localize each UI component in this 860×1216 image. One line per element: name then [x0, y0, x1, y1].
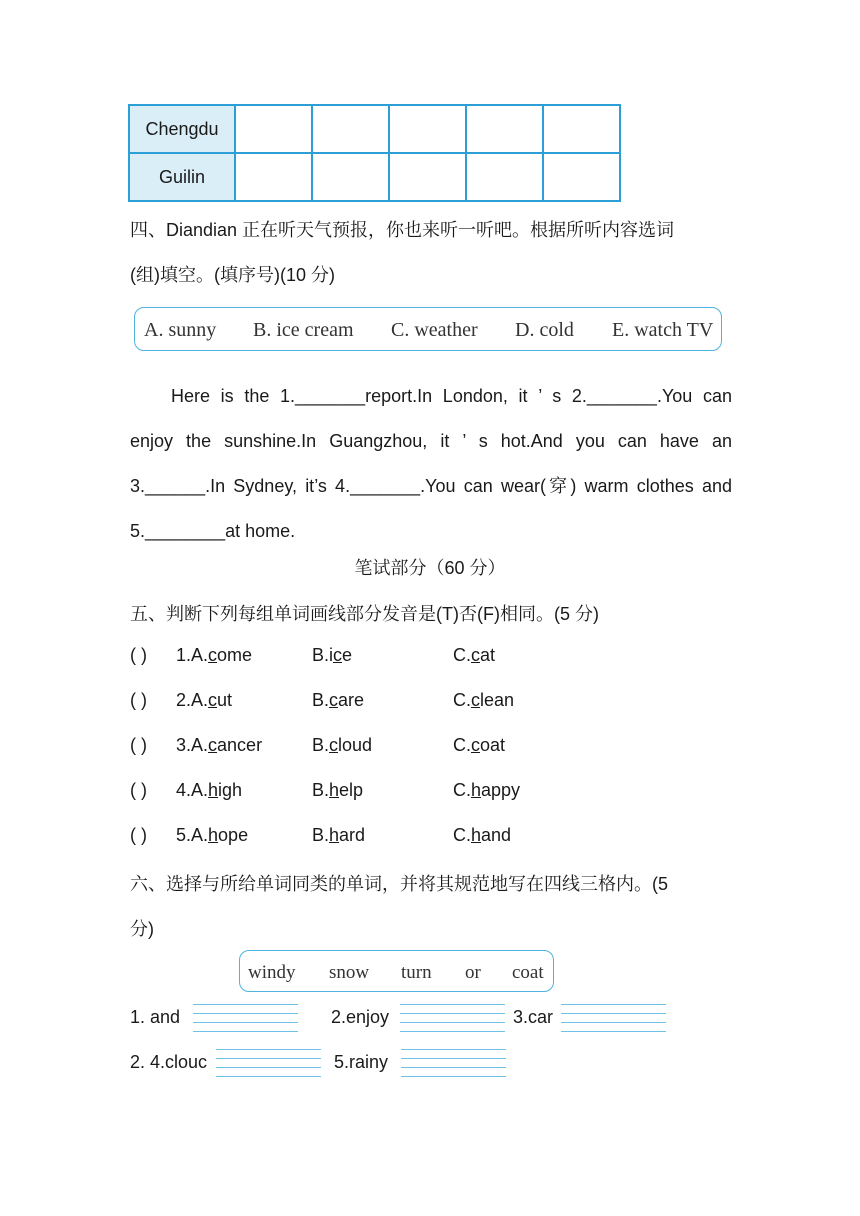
option-label: 1.A. [176, 645, 209, 665]
option-a-word [176, 735, 262, 756]
writing-lines[interactable] [561, 1004, 666, 1032]
option-label: 5.A. [176, 825, 209, 845]
section6-title-cont: 分) [130, 919, 154, 939]
table-row [129, 153, 620, 201]
passage-line: 5.________at home. [130, 521, 296, 541]
empty-cell [466, 153, 543, 201]
answer-blank [130, 690, 147, 711]
option-b: B. ice cream [253, 319, 354, 341]
word-rest: igh [218, 780, 243, 800]
word-rest: appy [481, 780, 521, 800]
answer-blank [130, 645, 147, 666]
option-label: C. [453, 645, 471, 665]
passage-line: Here is the 1._______report.In London, it ’ s 2._______.You can [171, 386, 732, 406]
word-rest: elp [339, 780, 364, 800]
word-bank-box-2 [239, 950, 554, 992]
word-rest: ard [339, 825, 366, 845]
answer-blank: ( ) [130, 735, 147, 755]
option-c-word [453, 735, 505, 756]
underlined-letter: c [471, 645, 480, 665]
answer-blank: ( ) [130, 690, 147, 710]
prompt-word: 2.enjoy [331, 1007, 390, 1027]
written-part-heading: 笔试部分（60 分） [354, 558, 506, 578]
option-a-word [176, 645, 252, 666]
option-a: A. sunny [144, 319, 217, 341]
underlined-letter: c [329, 735, 339, 755]
option-c-word [453, 780, 520, 801]
empty-cell [466, 105, 543, 153]
option-word: windy [248, 962, 296, 983]
underlined-letter: c [208, 735, 218, 755]
option-b-word [312, 690, 364, 711]
word-rest: and [481, 825, 512, 845]
option-b-word [312, 735, 372, 756]
passage-line: enjoy the sunshine.In Guangzhou, it ’ s hot.And you can have an [130, 431, 732, 451]
option-label: C. [453, 825, 471, 845]
empty-cell [543, 105, 620, 153]
option-label: B. [312, 690, 330, 710]
answer-blank: ( ) [130, 825, 147, 845]
option-a-word [176, 825, 248, 846]
option-label: C. [453, 735, 471, 755]
empty-cell [312, 105, 389, 153]
answer-blank [130, 825, 147, 846]
option-a-word [176, 780, 242, 801]
underlined-letter: c [208, 690, 218, 710]
prompt-word: 5.rainy [334, 1052, 389, 1072]
word-rest: loud [338, 735, 373, 755]
word-bank-box [134, 307, 722, 351]
weather-table [128, 104, 621, 202]
option-c-word [453, 645, 495, 666]
option-label: B. [312, 645, 330, 665]
empty-cell [389, 153, 466, 201]
underlined-letter: h [208, 780, 219, 800]
underlined-letter: h [329, 825, 340, 845]
answer-blank [130, 780, 147, 801]
answer-blank: ( ) [130, 645, 147, 665]
empty-cell [312, 153, 389, 201]
option-label: 2.A. [176, 690, 209, 710]
word-rest: ancer [217, 735, 263, 755]
underlined-letter: h [329, 780, 340, 800]
word-rest: oat [480, 735, 506, 755]
writing-lines[interactable] [193, 1004, 298, 1032]
writing-lines[interactable] [400, 1004, 505, 1032]
word-rest: e [342, 645, 353, 665]
empty-cell [235, 153, 312, 201]
option-a-word [176, 690, 232, 711]
underlined-letter: h [208, 825, 219, 845]
option-c-word [453, 690, 514, 711]
underlined-letter: h [471, 825, 482, 845]
section5-title: 五、判断下列每组单词画线部分发音是(T)否(F)相同。(5 分) [130, 604, 599, 624]
option-label: 4.A. [176, 780, 209, 800]
underlined-letter: c [208, 645, 218, 665]
option-label: C. [453, 690, 471, 710]
option-label: B. [312, 780, 330, 800]
city-cell: Guilin [129, 153, 235, 201]
option-e: E. watch TV [612, 319, 714, 341]
underlined-letter: h [471, 780, 482, 800]
word-rest: ut [217, 690, 233, 710]
underlined-letter: c [471, 735, 480, 755]
passage-line: 3.______.In Sydney, it’s 4._______.You can wear(穿) warm clothes and [130, 476, 732, 496]
empty-cell [235, 105, 312, 153]
answer-blank: ( ) [130, 780, 147, 800]
word-rest: lean [480, 690, 515, 710]
writing-lines[interactable] [401, 1049, 506, 1077]
option-word: coat [512, 962, 544, 983]
underlined-letter: c [471, 690, 480, 710]
city-cell: Chengdu [129, 105, 235, 153]
option-label: B. [312, 735, 330, 755]
empty-cell [389, 105, 466, 153]
empty-cell [543, 153, 620, 201]
listening-passage [130, 374, 732, 554]
section6-title: 六、选择与所给单词同类的单词，并将其规范地写在四线三格内。(5 [130, 874, 669, 894]
option-c: C. weather [391, 319, 478, 341]
prompt-word: 2. 4.clouc [130, 1052, 208, 1072]
option-b-word [312, 825, 365, 846]
option-word: turn [401, 962, 432, 983]
table-row [129, 105, 620, 153]
option-label: 3.A. [176, 735, 209, 755]
word-rest: ope [218, 825, 249, 845]
option-b-word [312, 645, 352, 666]
underlined-letter: i [329, 645, 334, 665]
underlined-letter: c [329, 690, 339, 710]
option-d: D. cold [515, 319, 574, 341]
prompt-word: 1. and [130, 1007, 181, 1027]
option-word: or [465, 962, 481, 983]
option-c-word [453, 825, 511, 846]
prompt-word: 3.car [513, 1007, 554, 1027]
word-rest: are [338, 690, 365, 710]
answer-blank [130, 735, 147, 756]
section4-title-cont: (组)填空。(填序号)(10 分) [130, 265, 335, 285]
option-label: B. [312, 825, 330, 845]
option-b-word [312, 780, 363, 801]
underlined-letter: c [333, 645, 343, 665]
word-rest: at [480, 645, 496, 665]
word-rest [333, 645, 352, 665]
option-word: snow [329, 962, 370, 983]
option-label: C. [453, 780, 471, 800]
section4-title: 四、Diandian 正在听天气预报，你也来听一听吧。根据所听内容选词 [130, 220, 675, 240]
writing-lines[interactable] [216, 1049, 321, 1077]
word-rest: ome [217, 645, 253, 665]
